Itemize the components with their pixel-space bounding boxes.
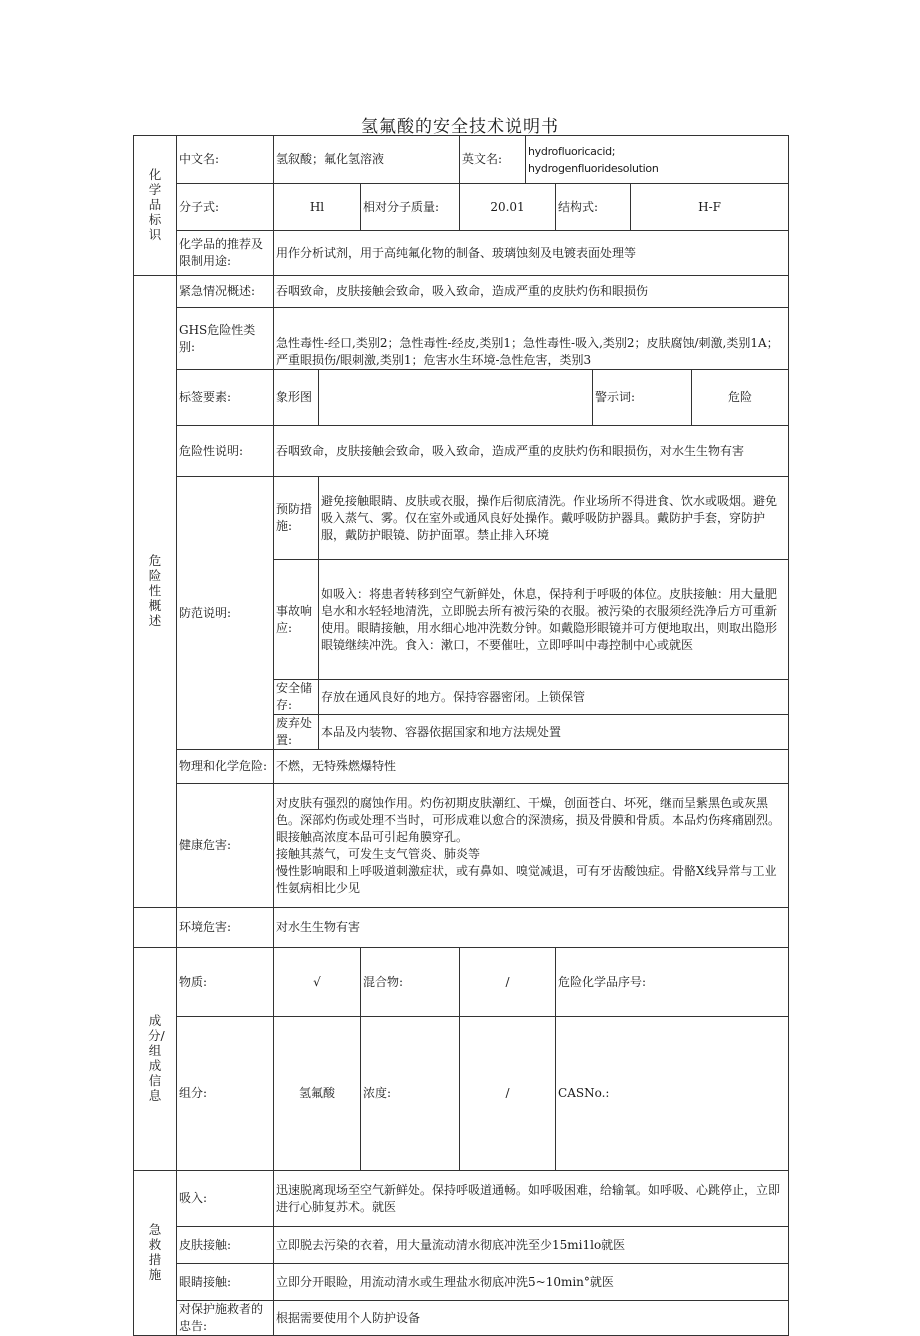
formula-label: 分子式: (177, 184, 274, 231)
hazard-statement-label: 危险性说明: (177, 426, 274, 477)
signal-word-value: 危险 (692, 370, 789, 426)
skin-value: 立即脱去污染的衣着，用大量流动清水彻底冲洗至少15mi1lo就医 (274, 1227, 789, 1264)
eye-value: 立即分开眼睑，用流动清水或生理盐水彻底冲洗5~10min°就医 (274, 1264, 789, 1301)
concentration-label: 浓度: (361, 1017, 460, 1171)
section-label: 化学品标识 (148, 167, 162, 242)
health-text-3: 慢性影响眼和上呼吸道刺激症状，或有鼻如、嗅觉减退，可有牙齿酸蚀症。骨骼X线异常与工业性氨病相比少见 (276, 863, 777, 895)
mixture-value: / (460, 948, 556, 1017)
cas-label: CASNo.: (556, 1017, 789, 1171)
formula-value: Hl (274, 184, 361, 231)
section-first-aid (134, 1171, 177, 1336)
section-label: 危险性概述 (148, 553, 162, 628)
health-label: 健康危害: (177, 784, 274, 908)
table-row (134, 426, 789, 477)
table-row (134, 1227, 789, 1264)
cn-name-value: 氢叙酸；氟化氢溶液 (274, 136, 460, 184)
disposal-value: 本品及内装物、容器依据国家和地方法规处置 (319, 715, 789, 750)
cn-name-label: 中文名: (177, 136, 274, 184)
section-label: 成分/组成信息 (148, 1013, 165, 1103)
section-composition (134, 948, 177, 1171)
inhalation-label: 吸入: (177, 1171, 274, 1227)
structure-value: H-F (631, 184, 789, 231)
env-label: 环境危害: (177, 908, 274, 948)
table-row (134, 308, 789, 370)
table-row (134, 784, 789, 908)
table-row (134, 948, 789, 1017)
emergency-label: 紧急情况概述: (177, 276, 274, 308)
structure-label: 结构式: (556, 184, 631, 231)
table-row (134, 750, 789, 784)
mass-value: 20.01 (460, 184, 556, 231)
health-text-1: 对皮肤有强烈的腐蚀作用。灼伤初期皮肤潮红、干燥，创面苍白、坏死，继而呈紫黑色或灰黑色。深部灼伤或处理不当时，可形成难以愈合的深溃疡，损及骨膜和骨质。本品灼伤疼痛剧烈。眼接触高浓度本品可引起角膜穿孔。 (276, 795, 781, 844)
table-row (134, 184, 789, 231)
section-identification (134, 136, 177, 276)
sds-table (133, 135, 789, 1336)
component-value: 氢氟酸 (274, 1017, 361, 1171)
storage-value: 存放在通风良好的地方。保持容器密闭。上锁保管 (319, 680, 789, 715)
table-row (134, 1017, 789, 1171)
skin-label: 皮肤接触: (177, 1227, 274, 1264)
table-row (134, 477, 789, 560)
section-hazard (134, 276, 177, 908)
label-elements-label: 标签要素: (177, 370, 274, 426)
substance-label: 物质: (177, 948, 274, 1017)
en-name-value-2: hydrogenfluoridesolution (528, 161, 659, 175)
disposal-label: 废弃处置: (274, 715, 319, 750)
ghs-label: GHS危险性类别: (177, 308, 274, 370)
table-row (134, 1171, 789, 1227)
health-cell (274, 784, 789, 908)
response-label: 事故响应: (274, 560, 319, 680)
table-row (134, 370, 789, 426)
table-row (134, 1301, 789, 1336)
response-value: 如吸入：将患者转移到空气新鲜处，休息，保持利于呼吸的体位。皮肤接触：用大量肥皂水和水轻轻地清洗，立即脱去所有被污染的衣服。被污染的衣服须经洗净后方可重新使用。眼睛接触，用水细心地冲洗数分钟。如戴隐形眼镜并可方便地取出，则取出隐形眼镜继续冲洗。食入：漱口，不要催吐，立即呼叫中毒控制中心或就医 (319, 560, 789, 680)
eye-label: 眼睛接触: (177, 1264, 274, 1301)
component-label: 组分: (177, 1017, 274, 1171)
signal-word-label: 警示词: (593, 370, 692, 426)
table-row (134, 908, 789, 948)
inhalation-value: 迅速脱离现场至空气新鲜处。保持呼吸道通畅。如呼吸困难，给输氧。如呼吸、心跳停止，立即进行心肺复苏术。就医 (274, 1171, 789, 1227)
concentration-value: / (460, 1017, 556, 1171)
rescuer-value: 根据需要使用个人防护设备 (274, 1301, 789, 1336)
storage-label: 安全储存: (274, 680, 319, 715)
table-row (134, 231, 789, 276)
substance-value: √ (274, 948, 361, 1017)
physchem-value: 不燃，无特殊燃爆特性 (274, 750, 789, 784)
ghs-value: 急性毒性-经口,类别2；急性毒性-经皮,类别1；急性毒性-吸入,类别2；皮肤腐蚀/刺激,类别1A；严重眼损伤/眼刺激,类别1；危害水生环境-急性危害，类别3 (274, 308, 789, 370)
prevention-label: 预防措施: (274, 477, 319, 560)
table-row (134, 1264, 789, 1301)
hazard-statement-value: 吞咽致命，皮肤接触会致命，吸入致命，造成严重的皮肤灼伤和眼损伤，对水生生物有害 (274, 426, 789, 477)
section-label: 急救措施 (148, 1222, 162, 1282)
mixture-label: 混合物: (361, 948, 460, 1017)
mass-label: 相对分子质量: (361, 184, 460, 231)
en-name-label: 英文名: (460, 136, 526, 184)
en-name-value-1: hydrofluoricacid; (528, 144, 616, 158)
precaution-label: 防范说明: (177, 477, 274, 750)
emergency-value: 吞咽致命，皮肤接触会致命，吸入致命，造成严重的皮肤灼伤和眼损伤 (274, 276, 789, 308)
use-value: 用作分析试剂，用于高纯氟化物的制备、玻璃蚀刻及电镀表面处理等 (274, 231, 789, 276)
health-text-2: 接触其蒸气，可发生支气管炎、肺炎等 (276, 846, 481, 861)
rescuer-label: 对保护施救者的忠告: (177, 1301, 274, 1336)
section-hazard-tail (134, 908, 177, 948)
table-row (134, 136, 789, 184)
en-name-cell (526, 136, 789, 184)
pictogram-label: 象形图 (274, 370, 319, 426)
prevention-value: 避免接触眼睛、皮肤或衣服，操作后彻底清洗。作业场所不得进食、饮水或吸烟。避免吸入蒸气、雾。仅在室外或通风良好处操作。戴呼吸防护器具。戴防护手套，穿防护服，戴防护眼镜、防护面罩。禁止排入环境 (319, 477, 789, 560)
pictogram-area (319, 370, 593, 426)
env-value: 对水生生物有害 (274, 908, 789, 948)
table-row (134, 276, 789, 308)
use-label: 化学品的推荐及限制用途: (177, 231, 274, 276)
dg-no-label: 危险化学品序号: (556, 948, 789, 1017)
document-title: 氢氟酸的安全技术说明书 (361, 117, 559, 137)
physchem-label: 物理和化学危险: (177, 750, 274, 784)
